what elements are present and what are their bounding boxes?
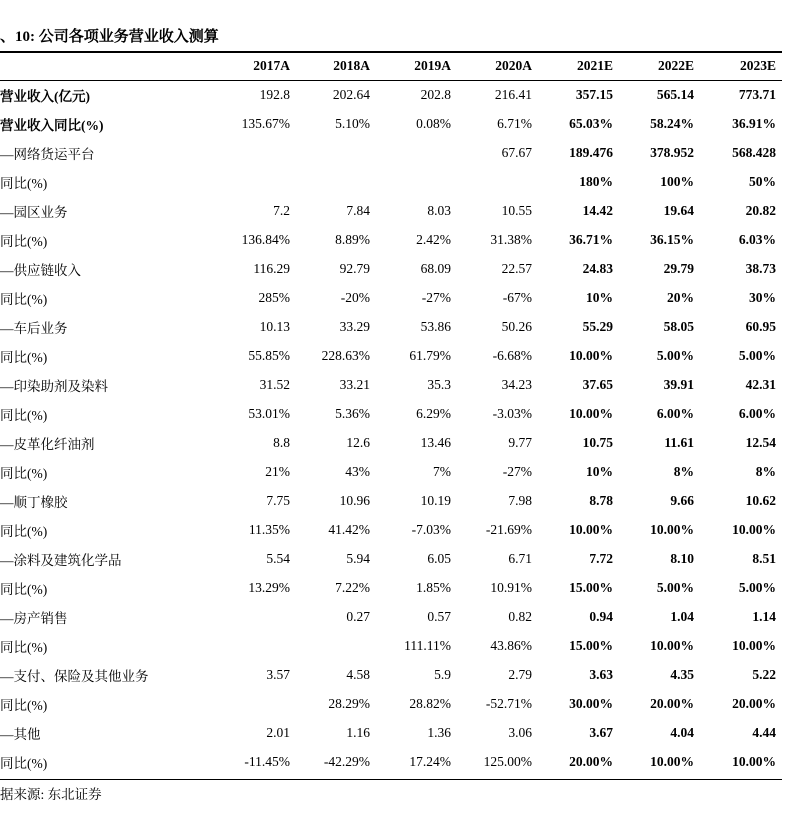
row-label: —顺丁橡胶 — [0, 494, 68, 510]
table-cell: 5.9 — [434, 666, 451, 682]
table-cell: 6.71% — [497, 115, 532, 131]
table-cell: 20.00% — [732, 695, 776, 711]
table-cell: 10% — [586, 463, 613, 479]
table-row — [0, 428, 782, 457]
table-cell: 10.00% — [732, 637, 776, 653]
table-cell: 3.67 — [589, 724, 613, 740]
table-cell: -11.45% — [244, 753, 290, 769]
table-cell: 4.35 — [670, 666, 694, 682]
table-cell: 10.00% — [650, 753, 694, 769]
table-cell: 1.85% — [416, 579, 451, 595]
table-cell: 42.31 — [745, 376, 776, 392]
revenue-table — [0, 52, 782, 776]
table-cell: 67.67 — [501, 144, 532, 160]
table-cell: 357.15 — [575, 86, 613, 102]
table-title: 、10: 公司各项业务营业收入测算 — [0, 29, 219, 45]
table-cell: 22.57 — [501, 260, 532, 276]
row-label: —涂料及建筑化学品 — [0, 552, 122, 568]
table-cell: 7.75 — [266, 492, 290, 508]
table-row — [0, 660, 782, 689]
table-cell: 39.91 — [663, 376, 694, 392]
table-cell: 5.00% — [656, 347, 694, 363]
bottom-rule — [0, 779, 782, 780]
table-cell: -20% — [340, 289, 370, 305]
table-cell: 5.10% — [335, 115, 370, 131]
table-cell: 43.86% — [490, 637, 532, 653]
table-cell: 36.71% — [569, 231, 613, 247]
table-cell: 6.03% — [738, 231, 776, 247]
table-cell: 10% — [586, 289, 613, 305]
table-cell: 5.00% — [738, 579, 776, 595]
table-cell — [376, 138, 457, 167]
table-row — [0, 283, 782, 312]
header-cell: 2017A — [253, 58, 290, 73]
table-cell: 9.66 — [670, 492, 694, 508]
table-cell: 5.22 — [752, 666, 776, 682]
table-cell: 29.79 — [663, 260, 694, 276]
table-cell: 10.00% — [650, 637, 694, 653]
table-cell: 65.03% — [569, 115, 613, 131]
row-label: —供应链收入 — [0, 262, 81, 278]
table-cell: 43% — [345, 463, 370, 479]
table-cell: 28.29% — [328, 695, 370, 711]
table-cell: 189.476 — [569, 144, 613, 160]
table-cell: 6.00% — [656, 405, 694, 421]
table-cell: 5.36% — [335, 405, 370, 421]
row-label: —园区业务 — [0, 204, 68, 220]
table-cell: 53.86 — [420, 318, 451, 334]
table-cell: -6.68% — [492, 347, 532, 363]
table-cell: -3.03% — [492, 405, 532, 421]
table-cell: 2.79 — [508, 666, 532, 682]
table-cell: 125.00% — [483, 753, 532, 769]
table-cell: 55.85% — [248, 347, 290, 363]
table-cell: 31.52 — [259, 376, 290, 392]
header-row — [0, 52, 782, 80]
table-cell: 8.51 — [752, 550, 776, 566]
table-cell: 10.55 — [501, 202, 532, 218]
table-body — [0, 80, 782, 776]
table-cell: 92.79 — [339, 260, 370, 276]
table-cell: 41.42% — [328, 521, 370, 537]
table-row — [0, 80, 782, 109]
table-cell — [296, 631, 376, 660]
table-row — [0, 341, 782, 370]
table-cell: 11.61 — [664, 434, 694, 450]
row-label: —皮革化纤油剂 — [0, 436, 95, 452]
table-cell: 8% — [755, 463, 776, 479]
table-cell: 5.00% — [738, 347, 776, 363]
table-cell: 4.44 — [752, 724, 776, 740]
table-cell: 10.00% — [569, 521, 613, 537]
source-note: 据来源: 东北证券 — [0, 787, 102, 802]
table-cell — [296, 138, 376, 167]
table-cell: 36.91% — [732, 115, 776, 131]
header-cell: 2019A — [414, 58, 451, 73]
table-cell: 50.26 — [501, 318, 532, 334]
table-cell — [296, 167, 376, 196]
row-label: 同比(%) — [0, 639, 48, 655]
table-row — [0, 254, 782, 283]
row-label: 同比(%) — [0, 755, 48, 771]
table-cell: 228.63% — [321, 347, 370, 363]
table-cell: 31.38% — [490, 231, 532, 247]
table-row — [0, 457, 782, 486]
table-cell: 8.8 — [273, 434, 290, 450]
table-cell: 180% — [579, 173, 613, 189]
table-cell: 8.78 — [589, 492, 613, 508]
table-cell: 58.24% — [650, 115, 694, 131]
row-label: —支付、保险及其他业务 — [0, 668, 149, 684]
table-cell: 10.00% — [569, 405, 613, 421]
row-label: —车后业务 — [0, 320, 68, 336]
row-label: 同比(%) — [0, 233, 48, 249]
table-row — [0, 544, 782, 573]
table-cell: 8.10 — [670, 550, 694, 566]
table-cell: 7.72 — [589, 550, 613, 566]
table-row — [0, 747, 782, 776]
header-cell: 2021E — [576, 58, 613, 73]
table-row — [0, 370, 782, 399]
row-label: 同比(%) — [0, 465, 48, 481]
table-cell: 5.94 — [346, 550, 370, 566]
table-cell: 35.3 — [427, 376, 451, 392]
table-cell: 100% — [660, 173, 694, 189]
table-cell: 20.00% — [650, 695, 694, 711]
table-cell: 6.71 — [508, 550, 532, 566]
table-cell: 50% — [749, 173, 776, 189]
header-rule — [0, 80, 782, 81]
table-cell: 7.2 — [273, 202, 290, 218]
header-cell: 2023E — [739, 58, 776, 73]
table-cell: 53.01% — [248, 405, 290, 421]
row-label: 同比(%) — [0, 407, 48, 423]
table-cell: 17.24% — [409, 753, 451, 769]
table-cell: 10.96 — [339, 492, 370, 508]
table-cell: 7% — [433, 463, 451, 479]
table-cell: 378.952 — [650, 144, 694, 160]
table-cell: 28.82% — [409, 695, 451, 711]
table-cell: 0.94 — [589, 608, 613, 624]
table-cell: 12.6 — [346, 434, 370, 450]
table-row — [0, 196, 782, 225]
table-cell: 0.57 — [427, 608, 451, 624]
table-cell: 5.00% — [656, 579, 694, 595]
table-cell: 285% — [258, 289, 290, 305]
table-row — [0, 138, 782, 167]
table-cell: 33.29 — [339, 318, 370, 334]
table-row — [0, 573, 782, 602]
table-cell: 36.15% — [650, 231, 694, 247]
table-cell: 38.73 — [745, 260, 776, 276]
table-cell: 136.84% — [241, 231, 290, 247]
table-cell: 58.05 — [663, 318, 694, 334]
table-cell: 7.22% — [335, 579, 370, 595]
table-cell: 2.01 — [266, 724, 290, 740]
table-cell: 13.29% — [248, 579, 290, 595]
table-cell: 8% — [673, 463, 694, 479]
table-cell — [376, 167, 457, 196]
table-cell: 8.89% — [335, 231, 370, 247]
table-row — [0, 167, 782, 196]
header-cell: 2018A — [333, 58, 370, 73]
table-cell: -7.03% — [411, 521, 451, 537]
table-cell: 2.42% — [416, 231, 451, 247]
table-header — [0, 52, 782, 80]
table-cell: 20.82 — [745, 202, 776, 218]
table-cell: 9.77 — [508, 434, 532, 450]
table-row — [0, 689, 782, 718]
table-cell — [214, 631, 296, 660]
row-label: 同比(%) — [0, 581, 48, 597]
table-row — [0, 631, 782, 660]
table-cell: 10.00% — [650, 521, 694, 537]
table-cell: 8.03 — [427, 202, 451, 218]
table-cell: 565.14 — [656, 86, 694, 102]
table-cell: 111.11% — [404, 637, 451, 653]
table-cell: 1.04 — [670, 608, 694, 624]
table-row — [0, 109, 782, 138]
table-row — [0, 486, 782, 515]
table-cell: 10.19 — [420, 492, 451, 508]
row-label: 营业收入同比(%) — [0, 117, 104, 133]
table-cell: 0.27 — [346, 608, 370, 624]
row-label: —房产销售 — [0, 610, 68, 626]
table-row — [0, 602, 782, 631]
table-cell: 6.05 — [427, 550, 451, 566]
table-row — [0, 718, 782, 747]
header-cell: 2020A — [495, 58, 532, 73]
table-cell: 10.00% — [569, 347, 613, 363]
table-cell: 7.84 — [346, 202, 370, 218]
row-label: —印染助剂及染料 — [0, 378, 108, 394]
table-cell: 55.29 — [582, 318, 613, 334]
table-cell: 20% — [667, 289, 694, 305]
table-cell: 6.00% — [738, 405, 776, 421]
table-cell: 1.16 — [346, 724, 370, 740]
header-cell: 2022E — [657, 58, 694, 73]
table-cell: 1.36 — [427, 724, 451, 740]
table-cell: 4.04 — [670, 724, 694, 740]
table-cell: 34.23 — [501, 376, 532, 392]
table-cell: 30.00% — [569, 695, 613, 711]
table-cell: 60.95 — [745, 318, 776, 334]
table-cell: 10.13 — [259, 318, 290, 334]
table-cell: 6.29% — [416, 405, 451, 421]
table-cell — [214, 167, 296, 196]
table-cell: 202.8 — [420, 86, 451, 102]
table-cell: 14.42 — [582, 202, 613, 218]
table-cell: 19.64 — [663, 202, 694, 218]
table-cell: 3.57 — [266, 666, 290, 682]
row-label: 同比(%) — [0, 291, 48, 307]
table-cell: 116.29 — [253, 260, 290, 276]
table-cell: 0.82 — [508, 608, 532, 624]
row-label: 同比(%) — [0, 697, 48, 713]
table-cell: 15.00% — [569, 579, 613, 595]
table-cell: 20.00% — [569, 753, 613, 769]
table-cell: 10.75 — [582, 434, 613, 450]
table-cell: 202.64 — [332, 86, 370, 102]
table-row — [0, 225, 782, 254]
row-label: —其他 — [0, 726, 41, 742]
table-cell: 1.14 — [752, 608, 776, 624]
table-cell: 5.54 — [266, 550, 290, 566]
table-cell — [214, 138, 296, 167]
table-cell: 10.00% — [732, 521, 776, 537]
table-cell — [457, 167, 538, 196]
table-cell: 30% — [749, 289, 776, 305]
table-cell: 0.08% — [416, 115, 451, 131]
table-cell — [214, 602, 296, 631]
table-cell: 61.79% — [409, 347, 451, 363]
table-cell: 12.54 — [745, 434, 776, 450]
table-cell: 568.428 — [732, 144, 776, 160]
table-cell: 3.63 — [589, 666, 613, 682]
row-label: 同比(%) — [0, 349, 48, 365]
table-cell: 4.58 — [346, 666, 370, 682]
table-cell: 7.98 — [508, 492, 532, 508]
table-cell: 13.46 — [420, 434, 451, 450]
table-cell: -52.71% — [485, 695, 532, 711]
table-cell: 21% — [265, 463, 290, 479]
table-cell: 37.65 — [582, 376, 613, 392]
table-cell: 24.83 — [582, 260, 613, 276]
row-label: 营业收入(亿元) — [0, 88, 90, 104]
table-cell: 68.09 — [420, 260, 451, 276]
table-cell: -27% — [421, 289, 451, 305]
row-label: 同比(%) — [0, 523, 48, 539]
table-row — [0, 399, 782, 428]
table-cell: 15.00% — [569, 637, 613, 653]
table-cell: 10.62 — [745, 492, 776, 508]
table-cell: 216.41 — [494, 86, 532, 102]
table-cell: -67% — [502, 289, 532, 305]
row-label: —网络货运平台 — [0, 146, 95, 162]
table-row — [0, 515, 782, 544]
table-row — [0, 312, 782, 341]
table-cell: -27% — [502, 463, 532, 479]
table-cell: 3.06 — [508, 724, 532, 740]
table-cell: -42.29% — [323, 753, 370, 769]
row-label: 同比(%) — [0, 175, 48, 191]
table-cell: 33.21 — [339, 376, 370, 392]
header-cell — [0, 52, 214, 80]
table-cell — [214, 689, 296, 718]
table-cell: 11.35% — [248, 521, 290, 537]
table-cell: 192.8 — [259, 86, 290, 102]
table-cell: 773.71 — [738, 86, 776, 102]
table-cell: 135.67% — [241, 115, 290, 131]
table-cell: 10.00% — [732, 753, 776, 769]
table-cell: 10.91% — [490, 579, 532, 595]
table-cell: -21.69% — [485, 521, 532, 537]
